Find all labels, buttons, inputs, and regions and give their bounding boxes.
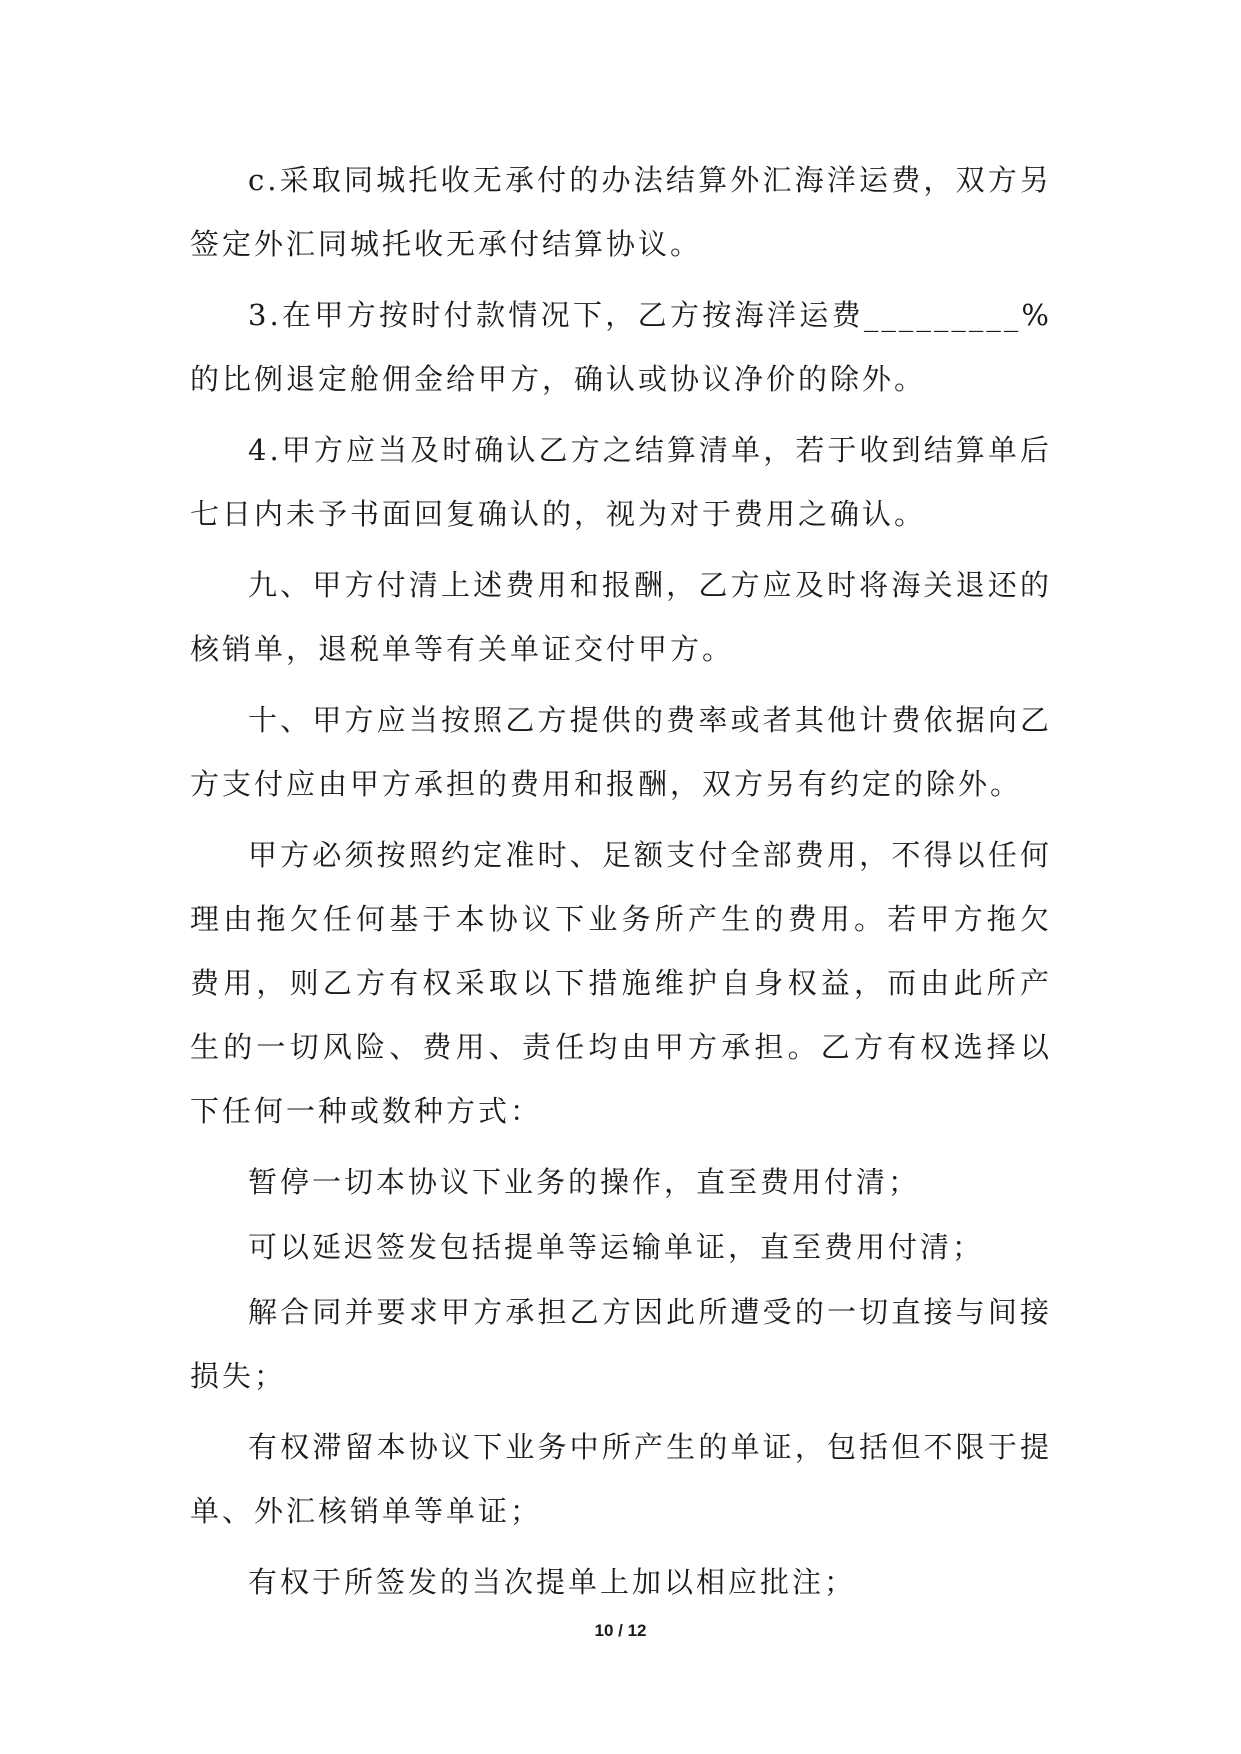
paragraph-3-commission: 3.在甲方按时付款情况下，乙方按海洋运费_________%的比例退定舱佣金给甲方，确认或协议净价的除外。: [190, 298, 1052, 396]
paragraph-remedy-annotate: 有权于所签发的当次提单上加以相应批注；: [248, 1565, 857, 1599]
paragraph-arrears-remedies: 甲方必须按照约定准时、足额支付全部费用，不得以任何理由拖欠任何基于本协议下业务所产生的费用。若甲方拖欠费用，则乙方有权采取以下措施维护自身权益，而由此所产生的一切风险、费用、责任均由甲方承担。乙方有权选择以下任何一种或数种方式：: [190, 838, 1052, 1128]
paragraph-remedy-terminate: 解合同并要求甲方承担乙方因此所遭受的一切直接与间接损失；: [190, 1295, 1052, 1393]
paragraph-10-fees: 十、甲方应当按照乙方提供的费率或者其他计费依据向乙方支付应由甲方承担的费用和报酬，双方另有约定的除外。: [190, 703, 1052, 801]
document-body: [190, 148, 1052, 1621]
paragraph-remedy-suspend: 暂停一切本协议下业务的操作，直至费用付清；: [248, 1165, 921, 1199]
paragraph-c-settlement: c.采取同城托收无承付的办法结算外汇海洋运费，双方另签定外汇同城托收无承付结算协议。: [190, 163, 1052, 261]
paragraph-remedy-delay: 可以延迟签发包括提单等运输单证，直至费用付清；: [248, 1230, 985, 1264]
page-number: 10 / 12: [594, 1621, 647, 1640]
paragraph-4-confirmation: 4.甲方应当及时确认乙方之结算清单，若于收到结算单后七日内未予书面回复确认的，视为对于费用之确认。: [190, 433, 1052, 531]
paragraph-9-documents: 九、甲方付清上述费用和报酬，乙方应及时将海关退还的核销单，退税单等有关单证交付甲方。: [190, 568, 1052, 666]
paragraph-remedy-retain: 有权滞留本协议下业务中所产生的单证，包括但不限于提单、外汇核销单等单证；: [190, 1430, 1052, 1528]
